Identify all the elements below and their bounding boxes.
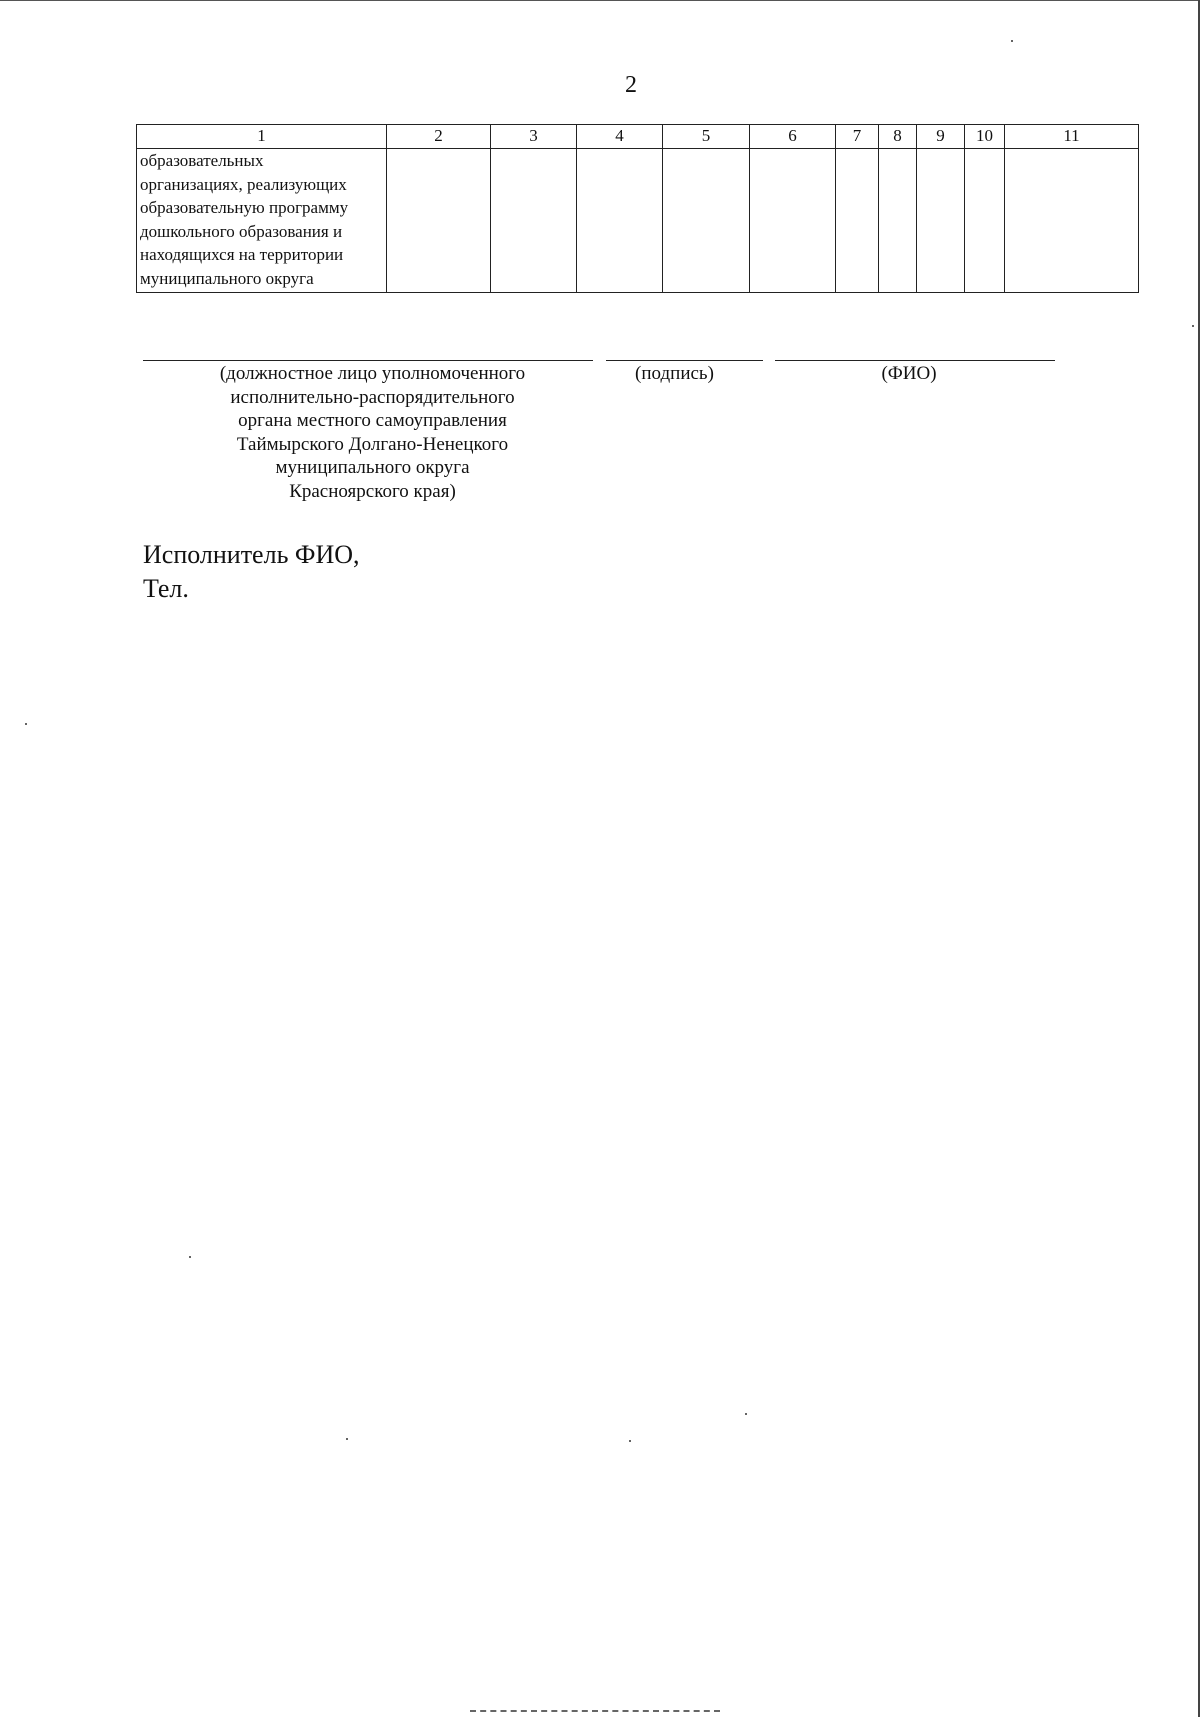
table-cell bbox=[917, 149, 965, 293]
data-table bbox=[136, 124, 1139, 293]
column-header: 10 bbox=[965, 125, 1005, 149]
table-row bbox=[137, 149, 1139, 293]
scan-speck bbox=[1192, 325, 1194, 327]
table-cell bbox=[879, 149, 917, 293]
signature-caption: (подпись) bbox=[635, 363, 714, 384]
column-header: 5 bbox=[663, 125, 750, 149]
official-caption: (должностное лицо уполномоченного исполнительно-распорядительного органа местного самоуправления Таймырского Долгано-Ненецкого муниципального округа Красноярского края) bbox=[219, 363, 526, 502]
column-header: 11 bbox=[1005, 125, 1139, 149]
scan-speck bbox=[1011, 40, 1013, 42]
column-header: 4 bbox=[577, 125, 663, 149]
signature-line bbox=[606, 360, 763, 361]
column-header: 8 bbox=[879, 125, 917, 149]
scan-speck bbox=[189, 1256, 191, 1258]
table-cell bbox=[387, 149, 491, 293]
table-cell bbox=[491, 149, 577, 293]
official-signature-line bbox=[143, 360, 593, 361]
name-line bbox=[775, 360, 1055, 361]
table-header-row bbox=[137, 125, 1139, 149]
column-header: 2 bbox=[387, 125, 491, 149]
executor-name-label: Исполнитель ФИО, bbox=[143, 540, 360, 569]
page-number: 2 bbox=[625, 72, 637, 98]
scan-bottom-artifact bbox=[470, 1710, 720, 1712]
scan-speck bbox=[629, 1440, 631, 1442]
table-cell bbox=[750, 149, 836, 293]
page-top-edge bbox=[0, 0, 1200, 1]
table-cell bbox=[965, 149, 1005, 293]
executor-phone-label: Тел. bbox=[143, 574, 189, 603]
scan-speck bbox=[346, 1438, 348, 1440]
row-description: образовательных организациях, реализующих образовательную программу дошкольного образования и находящихся на территории муниципального округа bbox=[137, 149, 387, 293]
executor-block bbox=[143, 538, 360, 606]
column-header: 6 bbox=[750, 125, 836, 149]
column-header: 1 bbox=[137, 125, 387, 149]
column-header: 9 bbox=[917, 125, 965, 149]
name-caption: (ФИО) bbox=[881, 363, 937, 384]
column-header: 7 bbox=[836, 125, 879, 149]
table-cell bbox=[577, 149, 663, 293]
table-cell bbox=[1005, 149, 1139, 293]
column-header: 3 bbox=[491, 125, 577, 149]
scan-speck bbox=[25, 723, 27, 725]
scan-speck bbox=[745, 1413, 747, 1415]
table-cell bbox=[836, 149, 879, 293]
table-cell bbox=[663, 149, 750, 293]
